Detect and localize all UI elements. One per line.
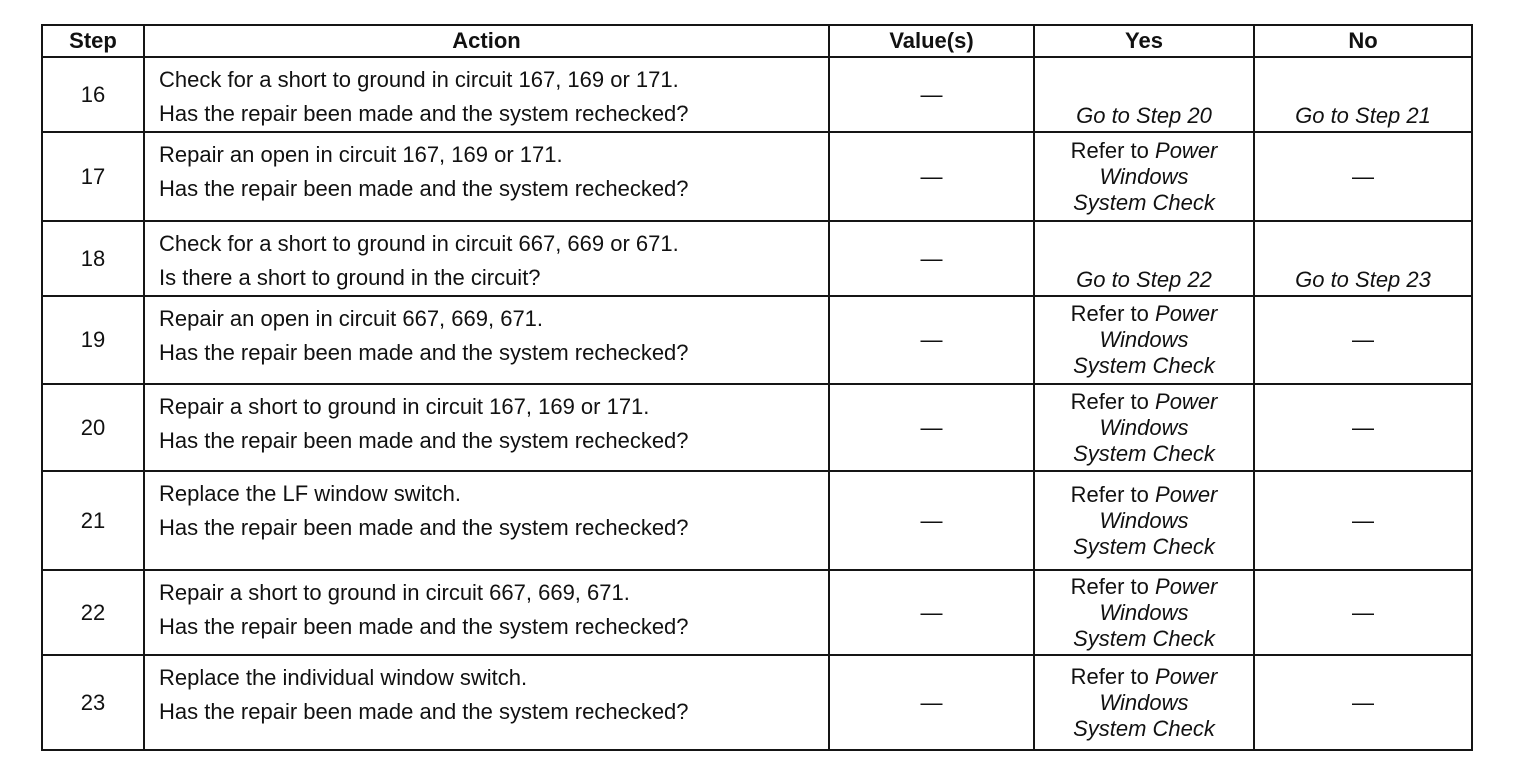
ref-system-check: System Check <box>1073 715 1215 741</box>
action-question: Is there a short to ground in the circuit? <box>159 265 541 290</box>
ref-power: Power <box>1155 663 1218 689</box>
action-cell <box>144 471 829 570</box>
no-cell: — <box>1254 384 1472 471</box>
action-question: Has the repair been made and the system rechecked? <box>159 614 689 639</box>
ref-power: Power <box>1155 301 1218 326</box>
refer-to-label: Refer to <box>1070 481 1149 507</box>
ref-windows: Windows <box>1099 327 1189 352</box>
value-dash: — <box>920 414 943 440</box>
action-instruction: Check for a short to ground in circuit 667, 669 or 671. <box>159 231 679 256</box>
header-row <box>42 25 1472 57</box>
action-cell <box>144 296 829 384</box>
table-row <box>42 570 1472 655</box>
action-cell <box>144 221 829 296</box>
no-cell: — <box>1254 655 1472 750</box>
step-number: 16 <box>42 57 144 132</box>
value-dash: — <box>920 599 943 625</box>
step-number: 23 <box>42 655 144 750</box>
ref-windows: Windows <box>1099 599 1189 625</box>
header-step: Step <box>42 25 144 57</box>
value-cell <box>829 132 1034 221</box>
refer-to-label: Refer to <box>1070 137 1149 163</box>
table-row <box>42 384 1472 471</box>
action-instruction: Repair a short to ground in circuit 167, 169 or 171. <box>159 394 650 419</box>
action-instruction: Replace the LF window switch. <box>159 481 462 506</box>
action-instruction: Replace the individual window switch. <box>159 665 528 690</box>
value-dash: — <box>920 689 943 715</box>
yes-cell: Go to Step 20 <box>1034 57 1254 132</box>
header-yes: Yes <box>1034 25 1254 57</box>
yes-cell <box>1034 132 1254 221</box>
action-instruction: Repair an open in circuit 667, 669, 671. <box>159 306 544 331</box>
action-instruction: Check for a short to ground in circuit 167, 169 or 171. <box>159 67 679 92</box>
no-cell: — <box>1254 132 1472 221</box>
no-cell: Go to Step 23 <box>1254 221 1472 296</box>
ref-power: Power <box>1155 388 1218 414</box>
yes-cell <box>1034 384 1254 471</box>
step-number: 20 <box>42 384 144 471</box>
action-instruction: Repair a short to ground in circuit 667, 669, 671. <box>159 580 630 605</box>
action-cell <box>144 57 829 132</box>
value-cell <box>829 384 1034 471</box>
yes-cell <box>1034 655 1254 750</box>
action-question: Has the repair been made and the system rechecked? <box>159 699 689 724</box>
value-cell <box>829 296 1034 384</box>
yes-cell: Go to Step 22 <box>1034 221 1254 296</box>
ref-system-check: System Check <box>1073 533 1215 559</box>
value-dash: — <box>920 245 943 271</box>
step-number: 21 <box>42 471 144 570</box>
diagnostic-table <box>41 24 1473 751</box>
yes-cell <box>1034 570 1254 655</box>
value-cell <box>829 221 1034 296</box>
step-number: 22 <box>42 570 144 655</box>
yes-cell <box>1034 471 1254 570</box>
header-no: No <box>1254 25 1472 57</box>
table-row <box>42 655 1472 750</box>
value-cell <box>829 655 1034 750</box>
refer-to-label: Refer to <box>1070 573 1149 599</box>
value-dash: — <box>920 507 943 533</box>
ref-system-check: System Check <box>1073 353 1215 378</box>
value-dash: — <box>920 327 943 352</box>
step-number: 17 <box>42 132 144 221</box>
refer-to-label: Refer to <box>1070 663 1149 689</box>
action-question: Has the repair been made and the system rechecked? <box>159 515 689 540</box>
value-dash: — <box>920 81 943 107</box>
header-action: Action <box>144 25 829 57</box>
action-question: Has the repair been made and the system rechecked? <box>159 176 689 201</box>
refer-to-label: Refer to <box>1070 301 1149 326</box>
no-cell: — <box>1254 570 1472 655</box>
action-question: Has the repair been made and the system rechecked? <box>159 340 689 365</box>
no-cell: — <box>1254 296 1472 384</box>
action-cell <box>144 132 829 221</box>
action-cell <box>144 570 829 655</box>
action-cell <box>144 655 829 750</box>
ref-windows: Windows <box>1099 507 1189 533</box>
action-cell <box>144 384 829 471</box>
header-values: Value(s) <box>829 25 1034 57</box>
table-row <box>42 57 1472 132</box>
ref-system-check: System Check <box>1073 625 1215 651</box>
ref-windows: Windows <box>1099 163 1189 189</box>
table-row <box>42 221 1472 296</box>
ref-windows: Windows <box>1099 414 1189 440</box>
ref-power: Power <box>1155 573 1218 599</box>
no-cell: Go to Step 21 <box>1254 57 1472 132</box>
value-dash: — <box>920 163 943 189</box>
step-number: 19 <box>42 296 144 384</box>
value-cell <box>829 570 1034 655</box>
ref-power: Power <box>1155 137 1218 163</box>
ref-windows: Windows <box>1099 689 1189 715</box>
table-row <box>42 471 1472 570</box>
ref-system-check: System Check <box>1073 440 1215 466</box>
value-cell <box>829 471 1034 570</box>
action-question: Has the repair been made and the system rechecked? <box>159 428 689 453</box>
refer-to-label: Refer to <box>1070 388 1149 414</box>
table-row <box>42 296 1472 384</box>
yes-cell <box>1034 296 1254 384</box>
ref-system-check: System Check <box>1073 189 1215 215</box>
action-instruction: Repair an open in circuit 167, 169 or 171. <box>159 142 563 167</box>
value-cell <box>829 57 1034 132</box>
table-row <box>42 132 1472 221</box>
step-number: 18 <box>42 221 144 296</box>
ref-power: Power <box>1155 481 1218 507</box>
no-cell: — <box>1254 471 1472 570</box>
action-question: Has the repair been made and the system rechecked? <box>159 101 689 126</box>
